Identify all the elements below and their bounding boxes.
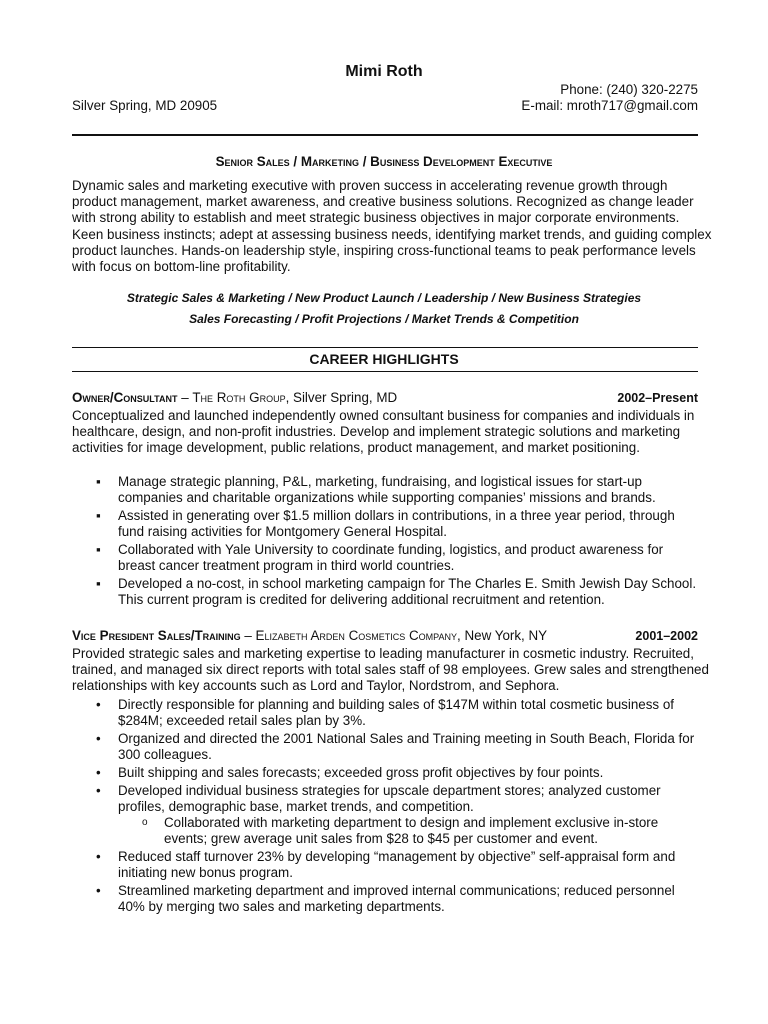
job-description: Conceptualized and launched independently owned consultant business for companies and individuals in healthcare, design, and non-profit industries. Develop and implement strategic solutions and marketing activities for image development, public relations, product management, and market positioning. [72,408,695,456]
bullet-text: Developed individual business strategies for upscale department stores; analyzed customer profiles, demographic base, market trends, and competition. [118,782,661,814]
header-divider [72,134,698,136]
bullet-text: Assisted in generating over $1.5 million dollars in contributions, in a three year period, through fund raising activities for Montgomery General Hospital. [118,508,675,540]
bullet-text: Manage strategic planning, P&L, marketing, fundraising, and logistical issues for start-up companies and charitable organizations while supporting companies’ missions and brands. [118,474,656,506]
phone: Phone: (240) 320-2275 [560,82,698,97]
contact-block [521,82,698,114]
bullet-text: Built shipping and sales forecasts; exceeded gross profit objectives by four points. [118,765,604,780]
list-item [72,508,702,540]
job-title: Vice President Sales/Training [72,628,241,643]
keywords-line-2: Sales Forecasting / Profit Projections / Market Trends & Competition [189,312,579,326]
list-item [72,697,702,729]
bullet-marker: • [96,765,101,780]
bullet-text: Directly responsible for planning and building sales of $147M within total cosmetic business of $284M; exceeded retail sales plan by 3%. [118,697,675,729]
job-dates: 2002–Present [617,391,698,405]
sub-list [118,815,702,847]
summary-paragraph: Dynamic sales and marketing executive with proven success in accelerating revenue growth through product management, market awareness, and creative business solutions. Recognized as change leader with strong ability to establish and meet strategic business objectives in major corporate environments. Keen business instincts; adept at assessing business needs, identifying market trends, and guiding complex product launches. Hands-on leadership style, inspiring cross-functional teams to peak performance levels with focus on bottom-line profitability. [72,178,712,275]
job-bullets [72,697,702,916]
section-divider-top [72,347,698,348]
bullet-marker: • [96,731,101,746]
job-location: , New York, NY [457,628,548,643]
bullet-marker: • [96,849,101,865]
list-item [72,765,702,781]
bullet-marker: ▪ [96,474,101,489]
list-item [72,783,702,848]
bullet-marker: ▪ [96,576,101,591]
candidate-location: Silver Spring, MD 20905 [72,98,218,113]
bullet-marker: ▪ [96,508,101,523]
list-item [72,731,702,763]
job-separator: – [177,390,193,405]
section-title: CAREER HIGHLIGHTS [309,351,459,367]
bullet-marker: • [96,697,101,712]
job-company: Elizabeth Arden Cosmetics Company [255,628,458,643]
candidate-name: Mimi Roth [345,63,423,80]
bullet-text: Collaborated with Yale University to coordinate funding, logistics, and product awareness for breast cancer treatment program in third world countries. [118,542,664,574]
job-location: , Silver Spring, MD [285,390,398,405]
list-item [72,849,702,881]
sub-list-item [118,815,702,847]
job-bullets [72,474,702,608]
email: E-mail: mroth717@gmail.com [521,98,698,114]
list-item [72,576,702,608]
keywords-line-1: Strategic Sales & Marketing / New Product Launch / Leadership / New Business Strategies [126,291,642,305]
job-dates: 2001–2002 [635,629,698,643]
bullet-text: Reduced staff turnover 23% by developing “management by objective” self-appraisal form and initiating new bonus program. [118,849,676,881]
job-title: Owner/Consultant [72,390,178,405]
professional-headline: Senior Sales / Marketing / Business Development Executive [215,154,553,169]
job-description: Provided strategic sales and marketing expertise to leading manufacturer in cosmetic industry. Recruited, trained, and managed six direct reports with total sales staff of 98 employees. Grew sales and strengthened relationships with key accounts such as Lord and Taylor, Nordstrom, and Sephora. [72,646,709,694]
sub-bullet-text: Collaborated with marketing department to design and implement exclusive in-store events; grew average unit sales from $28 to $45 per customer and event. [164,815,659,847]
bullet-marker: • [96,782,101,798]
list-item [72,474,702,506]
bullet-text: Developed a no-cost, in school marketing campaign for The Charles E. Smith Jewish Day School. This current program is credited for delivering additional recruitment and retention. [118,576,697,608]
job-separator: – [240,628,256,643]
bullet-text: Streamlined marketing department and improved internal communications; reduced personnel 40% by merging two sales and marketing departments. [118,883,675,915]
section-divider-bottom [72,371,698,372]
list-item [72,883,702,915]
job-header [72,628,698,644]
sub-bullet-marker: o [142,817,148,829]
bullet-marker: ▪ [96,542,101,557]
bullet-text: Organized and directed the 2001 National Sales and Training meeting in South Beach, Florida for 300 colleagues. [118,731,695,763]
bullet-marker: • [96,883,101,899]
list-item [72,542,702,574]
job-company: The Roth Group [192,390,286,405]
job-header [72,390,698,406]
